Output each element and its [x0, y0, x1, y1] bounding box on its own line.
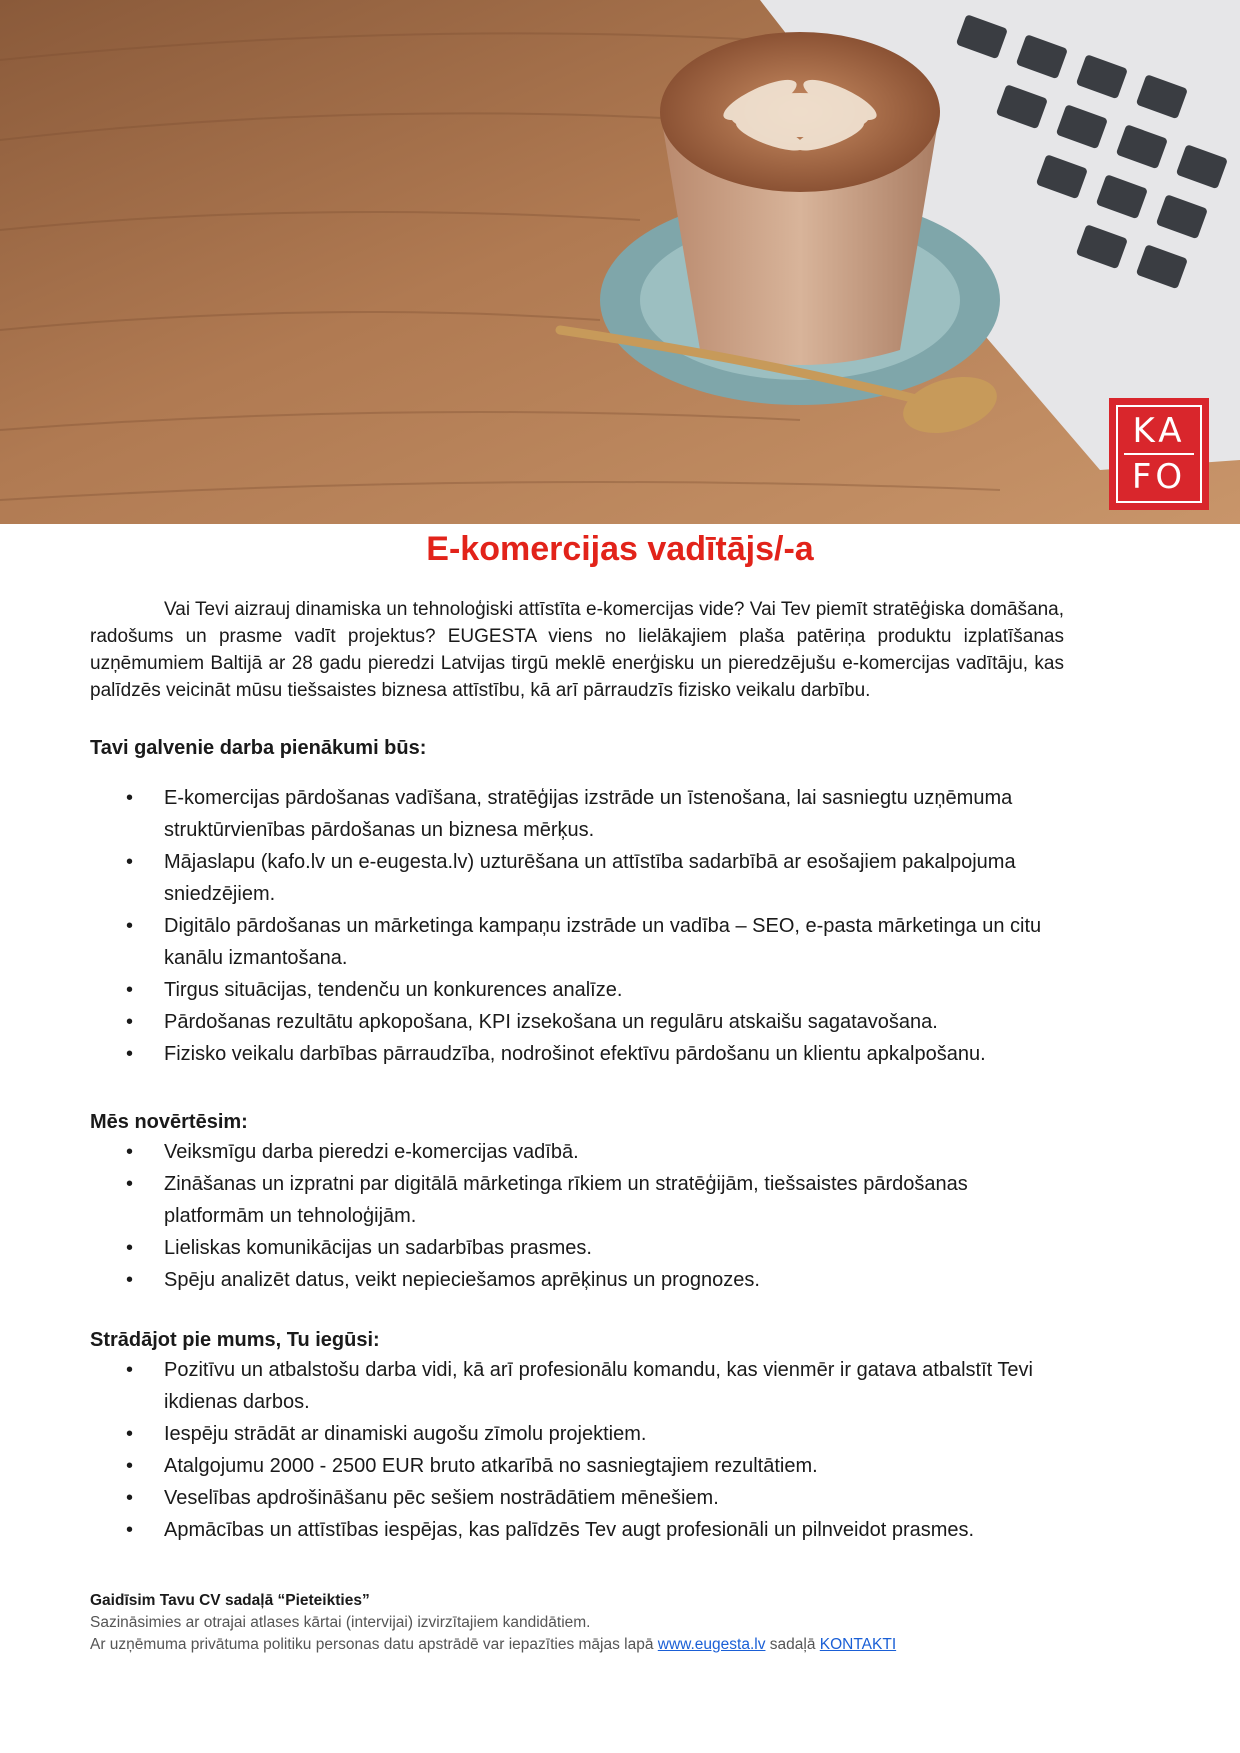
- logo-divider: [1124, 453, 1194, 455]
- list-item: • Mājaslapu (kafo.lv un e-eugesta.lv) uzturēšana un attīstība sadarbībā ar esošajiem pakalpojuma sniedzējiem.: [90, 846, 1064, 910]
- apply-note: Gaidīsim Tavu CV sadaļā “Pieteikties”: [90, 1592, 370, 1609]
- list-item: • Pārdošanas rezultātu apkopošana, KPI izsekošana un regulāru atskaišu sagatavošana.: [90, 1006, 1064, 1038]
- logo-row-2: FO: [1131, 457, 1187, 497]
- hero-image: [0, 0, 1240, 524]
- eugesta-link[interactable]: www.eugesta.lv: [657, 1636, 766, 1653]
- list-item: • Digitālo pārdošanas un mārketinga kampaņu izstrāde un vadība – SEO, e-pasta mārketinga un citu kanālu izmantošana.: [90, 910, 1064, 974]
- section-heading: Mēs novērtēsim:: [90, 1111, 248, 1133]
- list-item: • Zināšanas un izpratni par digitālā mārketinga rīkiem un stratēģijām, tiešsaistes pārdošanas platformām un tehnoloģijām.: [90, 1168, 1064, 1232]
- logo-row-1: KA: [1132, 411, 1186, 451]
- kafo-logo: [1109, 398, 1209, 510]
- responsibilities-list: [90, 782, 1064, 1070]
- section-benefits: [90, 1326, 1064, 1546]
- section-responsibilities: [90, 734, 1064, 1070]
- list-item: • Lieliskas komunikācijas un sadarbības prasmes.: [90, 1232, 1064, 1264]
- list-item: • Iespēju strādāt ar dinamiski augošu zīmolu projektiem.: [90, 1418, 1064, 1450]
- requirements-list: [90, 1136, 1064, 1296]
- list-item: • Apmācības un attīstības iespējas, kas palīdzēs Tev augt profesionāli un pilnveidot prasmes.: [90, 1514, 1064, 1546]
- section-heading: Strādājot pie mums, Tu iegūsi:: [90, 1329, 380, 1351]
- list-item: • Spēju analizēt datus, veikt nepieciešamos aprēķinus un prognozes.: [90, 1264, 1064, 1296]
- privacy-text-middle: sadaļā: [765, 1636, 820, 1653]
- footer: [90, 1590, 1150, 1656]
- list-item: • Veselības apdrošināšanu pēc sešiem nostrādātiem mēnešiem.: [90, 1482, 1064, 1514]
- contact-note: Sazināsimies ar otrajai atlases kārtai (intervijai) izvirzītajiem kandidātiem.: [90, 1614, 591, 1631]
- contacts-link[interactable]: KONTAKTI: [819, 1636, 897, 1653]
- list-item: • Pozitīvu un atbalstošu darba vidi, kā arī profesionālu komandu, kas vienmēr ir gatava atbalstīt Tevi ikdienas darbos.: [90, 1354, 1064, 1418]
- section-heading: Tavi galvenie darba pienākumi būs:: [90, 737, 427, 759]
- page-title: E-komercijas vadītājs/-a: [426, 530, 814, 568]
- privacy-note: [90, 1634, 1150, 1656]
- job-description: [90, 596, 1064, 1546]
- list-item: • E-komercijas pārdošanas vadīšana, stratēģijas izstrāde un īstenošana, lai sasniegtu uzņēmuma struktūrvienības pārdošanas un biznesa mērķus.: [90, 782, 1064, 846]
- list-item: • Veiksmīgu darba pieredzi e-komercijas vadībā.: [90, 1136, 1064, 1168]
- list-item: • Atalgojumu 2000 - 2500 EUR bruto atkarībā no sasniegtajiem rezultātiem.: [90, 1450, 1064, 1482]
- benefits-list: [90, 1354, 1064, 1546]
- section-requirements: [90, 1108, 1064, 1296]
- list-item: • Fizisko veikalu darbības pārraudzība, nodrošinot efektīvu pārdošanu un klientu apkalpošanu.: [90, 1038, 1064, 1070]
- intro-paragraph: Vai Tevi aizrauj dinamiska un tehnoloģiski attīstīta e-komercijas vide? Vai Tev piemīt stratēģiska domāšana, radošums un prasme vadīt projektus? EUGESTA viens no lielākajiem plaša patēriņa produktu izplatīšanas uzņēmumiem Baltijā ar 28 gadu pieredzi Latvijas tirgū meklē enerģisku un pieredzējušu e-komercijas vadītāju, kas palīdzēs veicināt mūsu tiešsaistes biznesa attīstību, kā arī pārraudzīs fizisko veikalu darbību.: [90, 599, 1064, 701]
- coffee-laptop-photo: [0, 0, 1240, 524]
- list-item: • Tirgus situācijas, tendenču un konkurences analīze.: [90, 974, 1064, 1006]
- privacy-text: Ar uzņēmuma privātuma politiku personas datu apstrādē var iepazīties mājas lapā: [90, 1636, 658, 1653]
